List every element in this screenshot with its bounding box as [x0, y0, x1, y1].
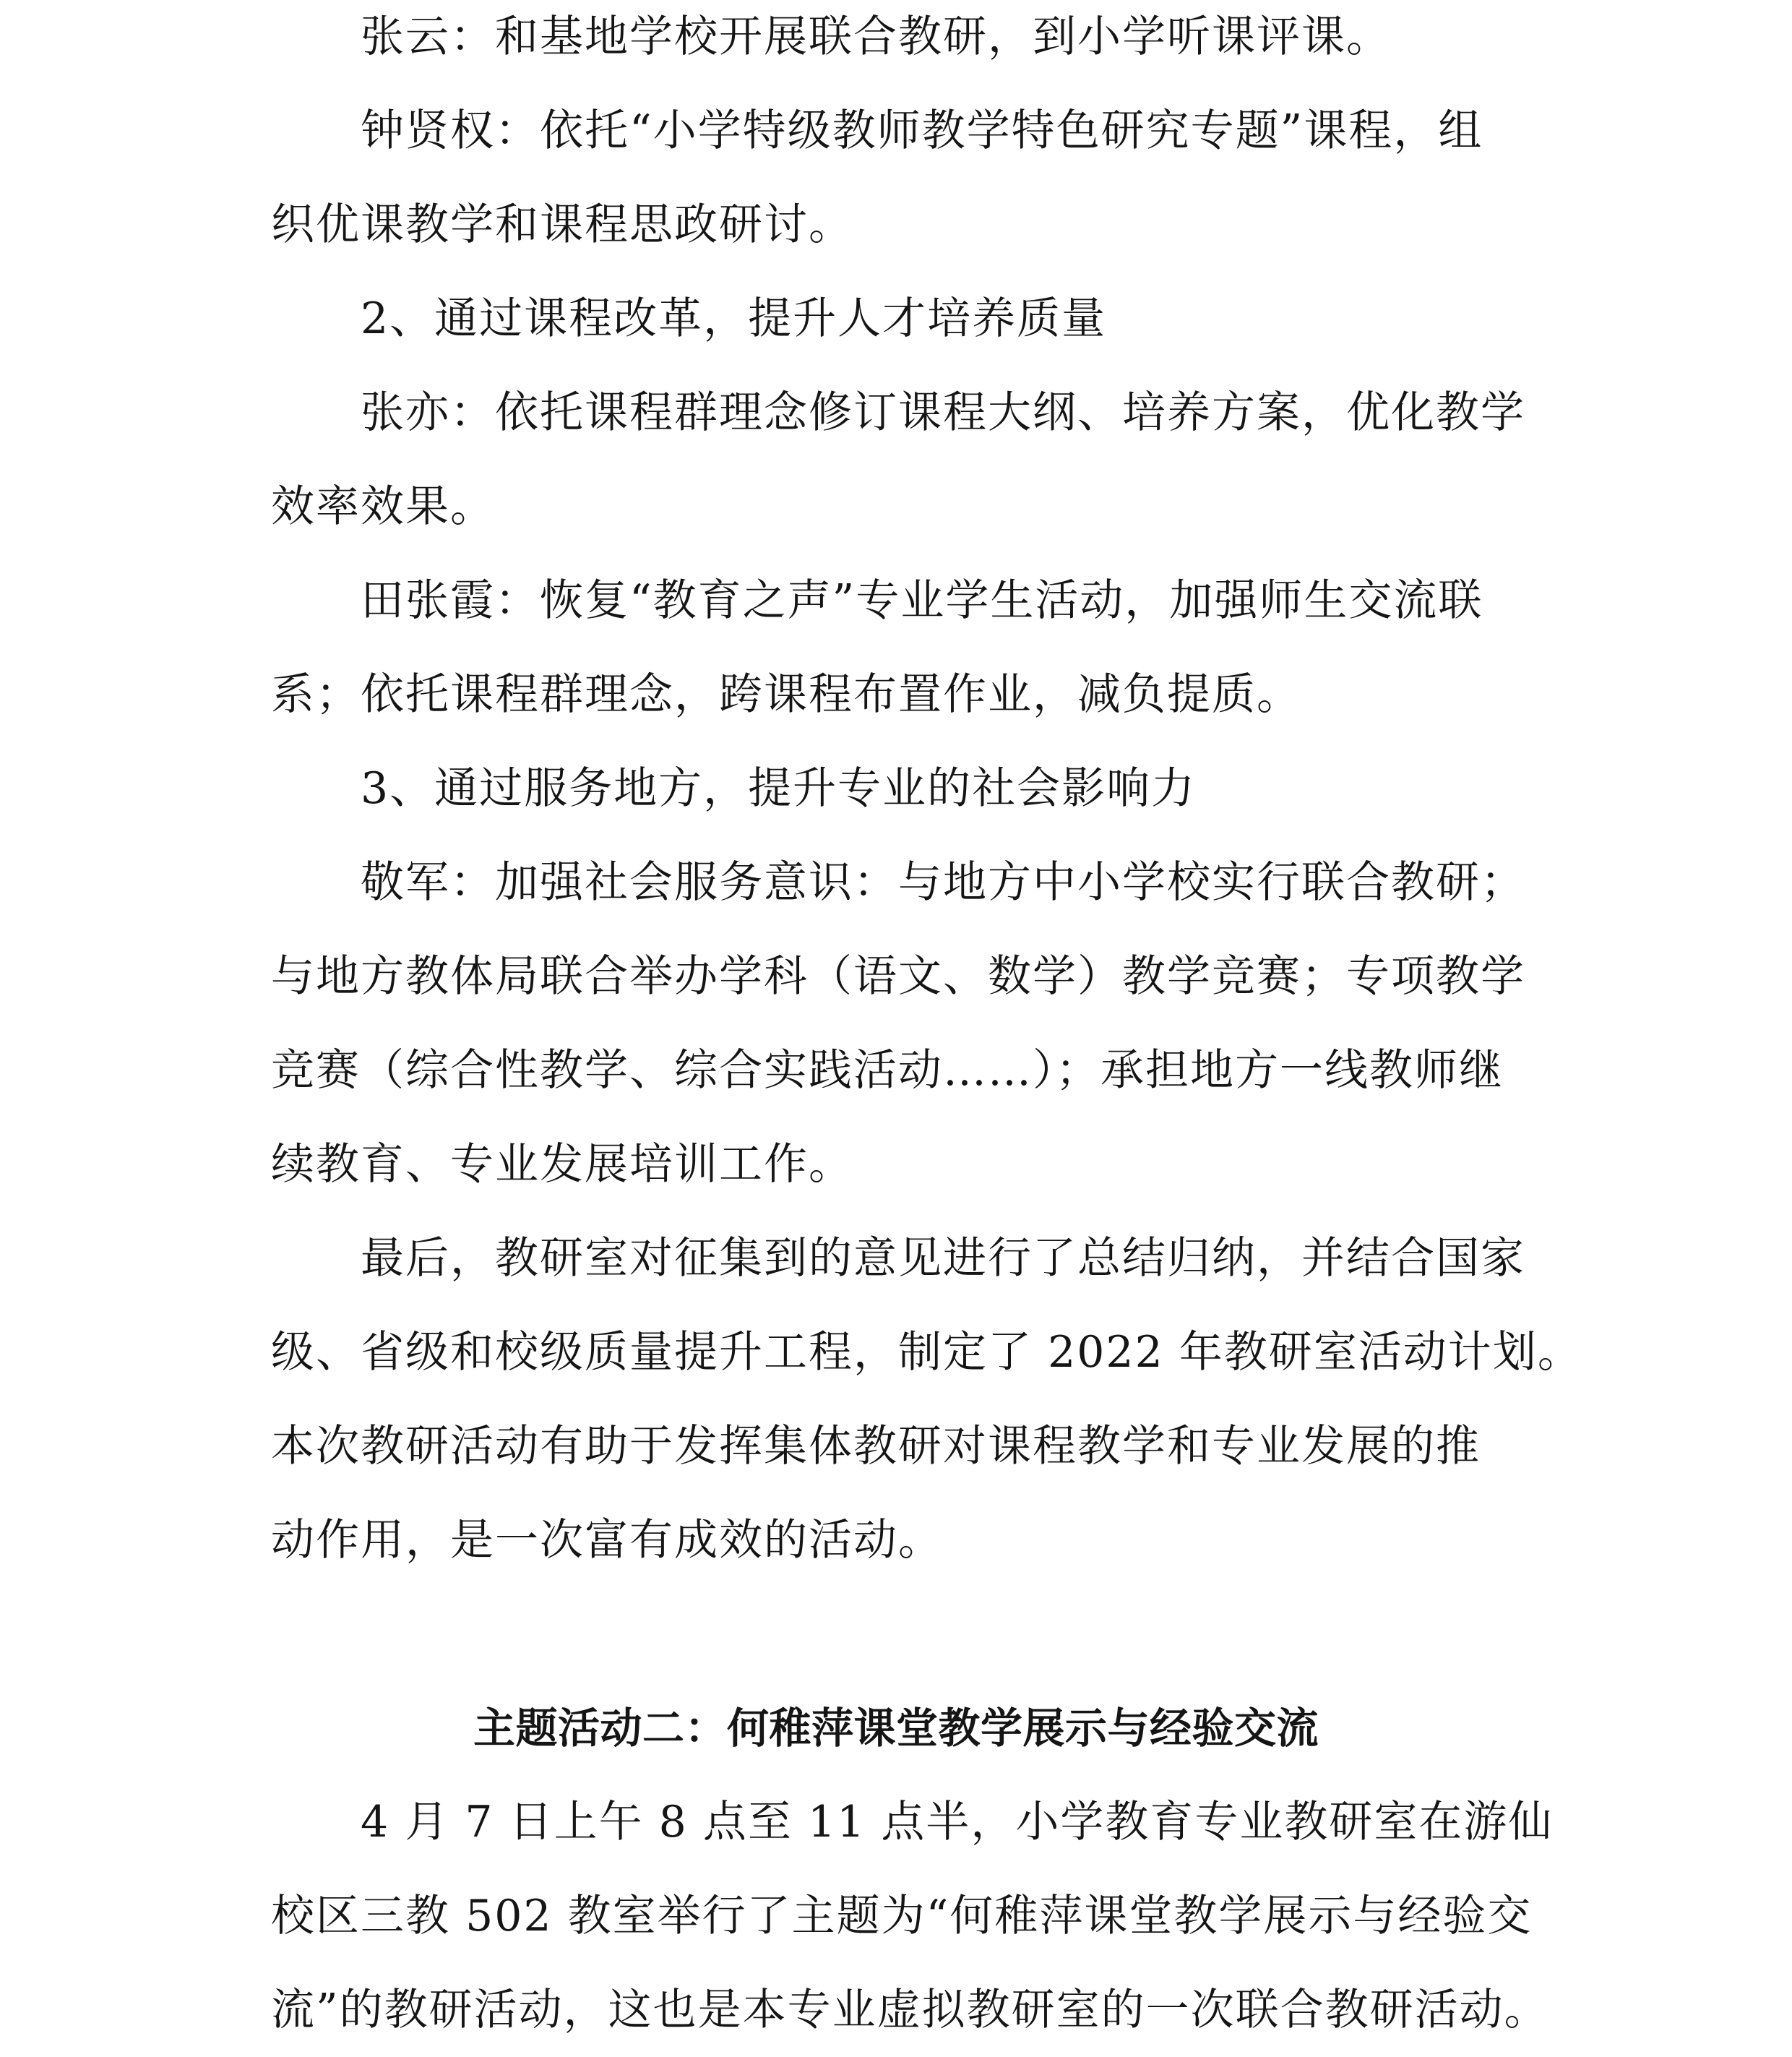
text-line: 田张霞：恢复“教育之声”专业学生活动，加强师生交流联: [361, 575, 1483, 626]
blank-line: [271, 1587, 1521, 1681]
text-line: 4 月 7 日上午 8 点至 11 点半，小学教育专业教研室在游仙: [361, 1797, 1554, 1847]
list-item-3: 3、通过服务地方，提升专业的社会影响力: [361, 763, 1197, 814]
text-line: 与地方教体局联合举办学科（语文、数学）教学竞赛；专项教学: [271, 951, 1525, 1002]
text-line: 流”的教研活动，这也是本专业虚拟教研室的一次联合教研活动。: [271, 1985, 1549, 2035]
text-line: 动作用，是一次富有成效的活动。: [271, 1515, 943, 1566]
text-line: 本次教研活动有助于发挥集体教研对课程教学和专业发展的推: [271, 1421, 1481, 1472]
text-line: 张亦：依托课程群理念修订课程大纲、培养方案，优化教学: [361, 387, 1525, 438]
text-line: 敬军：加强社会服务意识：与地方中小学校实行联合教研；: [361, 857, 1525, 908]
text-line: 张云：和基地学校开展联合教研，到小学听课评课。: [361, 12, 1391, 62]
text-line: 系；依托课程群理念，跨课程布置作业，减负提质。: [271, 669, 1301, 720]
text-line: 最后，教研室对征集到的意见进行了总结归纳，并结合国家: [361, 1233, 1525, 1284]
text-line: 续教育、专业发展培训工作。: [271, 1139, 853, 1190]
text-line: 钟贤权：依托“小学特级教师教学特色研究专题”课程，组: [361, 106, 1483, 156]
text-line: 效率效果。: [271, 481, 495, 532]
text-line: 竞赛（综合性教学、综合实践活动……）；承担地方一线教师继: [271, 1045, 1504, 1096]
text-line: 级、省级和校级质量提升工程，制定了 2022 年教研室活动计划。: [271, 1327, 1582, 1378]
document-text-block: [271, 0, 1582, 2057]
text-line: 织优课教学和课程思政研讨。: [271, 199, 853, 250]
section-heading: 主题活动二：何稚萍课堂教学展示与经验交流: [473, 1704, 1319, 1753]
text-line: 校区三教 502 教室举行了主题为“何稚萍课堂教学展示与经验交: [271, 1891, 1533, 1941]
list-item-2: 2、通过课程改革，提升人才培养质量: [361, 293, 1107, 344]
